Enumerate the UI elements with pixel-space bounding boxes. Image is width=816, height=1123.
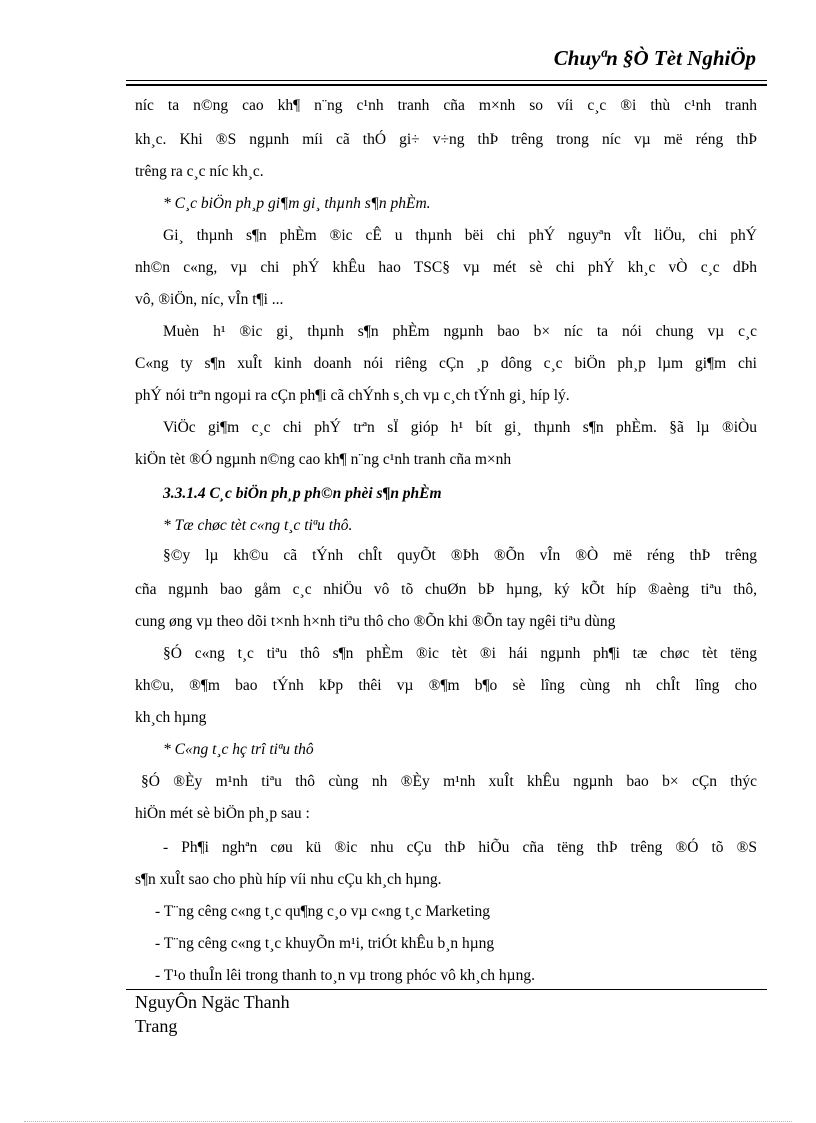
- body-line: vô, ®iÖn, níc, vÎn t¶i ...: [135, 291, 284, 308]
- body-line: Gi¸ thµnh s¶n phÈm ®ic cÊ u thµnh bëi chi phÝ nguyªn vÎt liÖu, chi phÝ: [163, 227, 757, 244]
- body-line: trêng ra c¸c níc kh¸c.: [135, 163, 264, 180]
- page-footer: [135, 990, 290, 1038]
- section-heading: 3.3.1.4 C¸c biÖn ph¸p ph©n phèi s¶n phÈm: [163, 485, 442, 502]
- subheading-italic: * Tæ chøc tèt c«ng t¸c tiªu thô.: [163, 517, 353, 534]
- body-line: kh©u, ®¶m bao tÝnh kÞp thêi vµ ®¶m b¶o sè lîng cùng nh chÎt lîng cho: [135, 677, 757, 694]
- header-rule-thick: [126, 84, 767, 86]
- bullet-line: - T¹o thuÎn lêi trong thanh to¸n vµ trong phóc vô kh¸ch hµng.: [155, 967, 535, 984]
- body-line: kh¸c. Khi ®S ngµnh míi cã thÓ gi÷ v÷ng thÞ trêng trong níc vµ më réng thÞ: [135, 131, 757, 148]
- body-line: kh¸ch hµng: [135, 709, 207, 726]
- bullet-line: - T¨ng cêng c«ng t¸c khuyÕn m¹i, triÓt khÊu b¸n hµng: [155, 935, 495, 952]
- body-line: §©y lµ kh©u cã tÝnh chÎt quyÕt ®Þh ®Õn vÎn ®Ò më réng thÞ trêng: [163, 547, 757, 564]
- body-line: C«ng ty s¶n xuÎt kinh doanh nói riêng cÇn ¸p dông c¸c biÖn ph¸p lµm gi¶m chi: [135, 355, 757, 372]
- footer-author-line: Trang: [135, 1016, 178, 1036]
- body-line: níc ta n©ng cao kh¶ n¨ng c¹nh tranh cña m×nh so víi c¸c ®i thù c¹nh tranh: [135, 97, 757, 114]
- header-rule-thin: [126, 80, 767, 81]
- body-line: s¶n xuÎt sao cho phù híp víi nhu cÇu kh¸ch hµng.: [135, 871, 442, 888]
- body-line: hiÖn mét sè biÖn ph¸p sau :: [135, 805, 310, 822]
- subheading-italic: * C«ng t¸c hç trî tiªu thô: [163, 741, 314, 758]
- body-line: phÝ nói trªn ngoµi ra cÇn ph¶i cã chÝnh s¸ch vµ c¸ch tÝnh gi¸ híp lý.: [135, 387, 570, 404]
- footer-author-line: NguyÔn Ngäc Thanh: [135, 992, 290, 1012]
- bullet-line: - T¨ng cêng c«ng t¸c qu¶ng c¸o vµ c«ng t¸c Marketing: [155, 903, 491, 920]
- bullet-line: - Ph¶i nghªn cøu kü ®ic nhu cÇu thÞ hiÕu cña tëng thÞ trêng ®Ó tõ ®S: [163, 839, 757, 856]
- body-line: ViÖc gi¶m c¸c chi phÝ trªn sÏ gióp h¹ bít gi¸ thµnh s¶n phÈm. §ã lµ ®iÒu: [163, 419, 757, 436]
- body-line: §Ó c«ng t¸c tiªu thô s¶n phÈm ®ic tèt ®i hái ngµnh ph¶i tæ chøc tèt tëng: [163, 645, 757, 662]
- body-line: kiÖn tèt ®Ó ngµnh n©ng cao kh¶ n¨ng c¹nh tranh cña m×nh: [135, 451, 512, 468]
- body-line: nh©n c«ng, vµ chi phÝ khÊu hao TSC§ vµ mét sè chi phÝ kh¸c vÒ c¸c dÞh: [135, 259, 757, 276]
- subheading-italic: * C¸c biÖn ph¸p gi¶m gi¸ thµnh s¶n phÈm.: [163, 195, 431, 212]
- body-line: cung øng vµ theo dõi t×nh h×nh tiªu thô cho ®Õn khi ®Õn tay ngêi tiªu dùng: [135, 613, 616, 630]
- page-bottom-edge: [24, 1121, 792, 1122]
- page-header-title: Chuyªn §Ò Tèt NghiÖp: [553, 46, 756, 70]
- body-line: §Ó ®Èy m¹nh tiªu thô cùng nh ®Èy m¹nh xuÎt khÊu ngµnh bao b× cÇn thýc: [141, 773, 757, 790]
- body-line: Muèn h¹ ®ic gi¸ thµnh s¶n phÈm ngµnh bao b× níc ta nói chung vµ c¸c: [163, 323, 757, 340]
- body-line: cña ngµnh bao gåm c¸c nhiÖu vô tõ chuØn bÞ hµng, ký kÕt híp ®aèng tiªu thô,: [135, 581, 757, 598]
